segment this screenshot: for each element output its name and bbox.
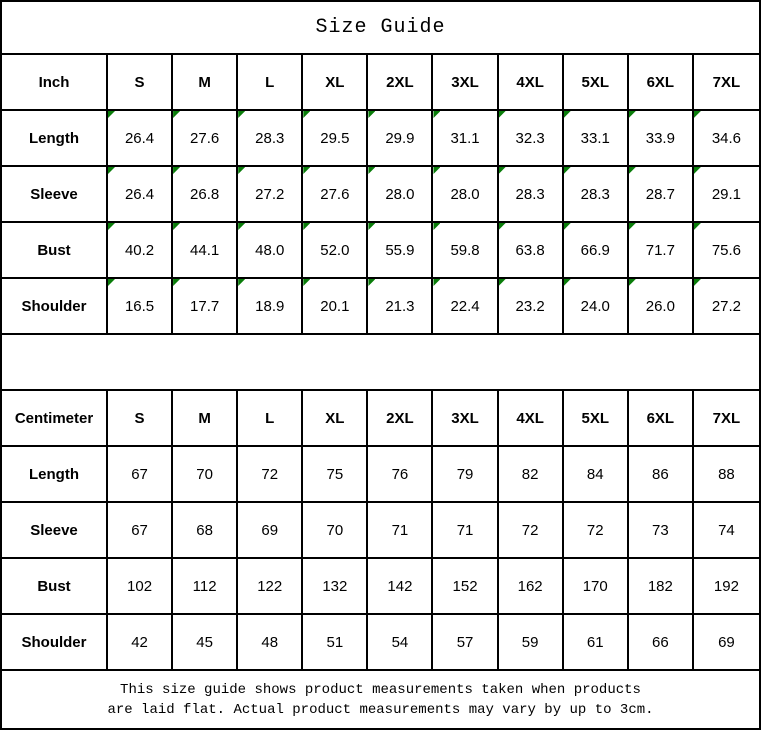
- row-label-cell: Sleeve: [2, 503, 108, 559]
- value-cell: 18.9: [238, 279, 303, 335]
- text-marker-icon: [499, 223, 506, 230]
- size-header-cell: 3XL: [433, 391, 498, 447]
- value-cell: 122: [238, 559, 303, 615]
- value-cell: 86: [629, 447, 694, 503]
- value-cell: 79: [433, 447, 498, 503]
- text-marker-icon: [433, 223, 440, 230]
- text-marker-icon: [433, 111, 440, 118]
- size-header-cell: XL: [303, 391, 368, 447]
- value-cell: 29.9: [368, 111, 433, 167]
- size-header-cell: 2XL: [368, 55, 433, 111]
- text-marker-icon: [433, 167, 440, 174]
- text-marker-icon: [368, 279, 375, 286]
- value-cell: 84: [564, 447, 629, 503]
- page-title: Size Guide: [2, 2, 759, 55]
- value-cell: 70: [303, 503, 368, 559]
- value-cell: 192: [694, 559, 759, 615]
- text-marker-icon: [173, 167, 180, 174]
- text-marker-icon: [694, 223, 701, 230]
- size-header-cell: 6XL: [629, 391, 694, 447]
- size-header-cell: 7XL: [694, 55, 759, 111]
- value-cell: 27.6: [303, 167, 368, 223]
- value-cell: 70: [173, 447, 238, 503]
- value-cell: 82: [499, 447, 564, 503]
- value-cell: 45: [173, 615, 238, 671]
- unit-header-cell: Centimeter: [2, 391, 108, 447]
- text-marker-icon: [629, 111, 636, 118]
- value-cell: 31.1: [433, 111, 498, 167]
- size-header-cell: 5XL: [564, 391, 629, 447]
- text-marker-icon: [499, 167, 506, 174]
- value-cell: 72: [499, 503, 564, 559]
- value-cell: 28.0: [433, 167, 498, 223]
- value-cell: 132: [303, 559, 368, 615]
- text-marker-icon: [564, 111, 571, 118]
- row-label-cell: Sleeve: [2, 167, 108, 223]
- text-marker-icon: [238, 279, 245, 286]
- value-cell: 112: [173, 559, 238, 615]
- unit-header-cell: Inch: [2, 55, 108, 111]
- value-cell: 26.0: [629, 279, 694, 335]
- value-cell: 29.5: [303, 111, 368, 167]
- value-cell: 32.3: [499, 111, 564, 167]
- text-marker-icon: [303, 279, 310, 286]
- value-cell: 17.7: [173, 279, 238, 335]
- value-cell: 68: [173, 503, 238, 559]
- value-cell: 142: [368, 559, 433, 615]
- size-header-cell: L: [238, 55, 303, 111]
- value-cell: 61: [564, 615, 629, 671]
- text-marker-icon: [433, 279, 440, 286]
- value-cell: 26.4: [108, 167, 173, 223]
- size-header-cell: M: [173, 55, 238, 111]
- text-marker-icon: [629, 167, 636, 174]
- value-cell: 170: [564, 559, 629, 615]
- value-cell: 52.0: [303, 223, 368, 279]
- text-marker-icon: [499, 279, 506, 286]
- value-cell: 55.9: [368, 223, 433, 279]
- spacer-row: [2, 335, 759, 391]
- value-cell: 73: [629, 503, 694, 559]
- value-cell: 44.1: [173, 223, 238, 279]
- text-marker-icon: [368, 111, 375, 118]
- value-cell: 28.3: [564, 167, 629, 223]
- text-marker-icon: [238, 223, 245, 230]
- value-cell: 28.0: [368, 167, 433, 223]
- value-cell: 152: [433, 559, 498, 615]
- value-cell: 23.2: [499, 279, 564, 335]
- value-cell: 27.2: [694, 279, 759, 335]
- text-marker-icon: [368, 223, 375, 230]
- text-marker-icon: [368, 167, 375, 174]
- text-marker-icon: [173, 279, 180, 286]
- value-cell: 162: [499, 559, 564, 615]
- text-marker-icon: [238, 111, 245, 118]
- text-marker-icon: [564, 167, 571, 174]
- value-cell: 72: [564, 503, 629, 559]
- value-cell: 21.3: [368, 279, 433, 335]
- value-cell: 71.7: [629, 223, 694, 279]
- value-cell: 26.4: [108, 111, 173, 167]
- text-marker-icon: [499, 111, 506, 118]
- value-cell: 66: [629, 615, 694, 671]
- value-cell: 71: [433, 503, 498, 559]
- value-cell: 75.6: [694, 223, 759, 279]
- value-cell: 40.2: [108, 223, 173, 279]
- text-marker-icon: [108, 279, 115, 286]
- value-cell: 34.6: [694, 111, 759, 167]
- value-cell: 27.2: [238, 167, 303, 223]
- row-label-cell: Bust: [2, 559, 108, 615]
- text-marker-icon: [694, 279, 701, 286]
- text-marker-icon: [629, 279, 636, 286]
- value-cell: 16.5: [108, 279, 173, 335]
- value-cell: 75: [303, 447, 368, 503]
- value-cell: 182: [629, 559, 694, 615]
- text-marker-icon: [564, 223, 571, 230]
- value-cell: 59.8: [433, 223, 498, 279]
- value-cell: 57: [433, 615, 498, 671]
- text-marker-icon: [303, 223, 310, 230]
- value-cell: 59: [499, 615, 564, 671]
- value-cell: 54: [368, 615, 433, 671]
- value-cell: 24.0: [564, 279, 629, 335]
- text-marker-icon: [564, 279, 571, 286]
- value-cell: 33.1: [564, 111, 629, 167]
- value-cell: 42: [108, 615, 173, 671]
- row-label-cell: Length: [2, 111, 108, 167]
- value-cell: 67: [108, 447, 173, 503]
- text-marker-icon: [238, 167, 245, 174]
- text-marker-icon: [173, 223, 180, 230]
- size-header-cell: 2XL: [368, 391, 433, 447]
- text-marker-icon: [303, 111, 310, 118]
- text-marker-icon: [108, 223, 115, 230]
- value-cell: 66.9: [564, 223, 629, 279]
- value-cell: 48.0: [238, 223, 303, 279]
- value-cell: 28.7: [629, 167, 694, 223]
- size-header-cell: 6XL: [629, 55, 694, 111]
- value-cell: 63.8: [499, 223, 564, 279]
- value-cell: 74: [694, 503, 759, 559]
- footer-note: [2, 671, 759, 728]
- size-header-cell: 4XL: [499, 391, 564, 447]
- size-header-cell: 3XL: [433, 55, 498, 111]
- value-cell: 102: [108, 559, 173, 615]
- value-cell: 69: [694, 615, 759, 671]
- size-header-cell: 7XL: [694, 391, 759, 447]
- footer-line-1: This size guide shows product measurements taken when products: [120, 681, 641, 698]
- row-label-cell: Shoulder: [2, 615, 108, 671]
- row-label-cell: Bust: [2, 223, 108, 279]
- value-cell: 71: [368, 503, 433, 559]
- text-marker-icon: [303, 167, 310, 174]
- value-cell: 28.3: [238, 111, 303, 167]
- text-marker-icon: [173, 111, 180, 118]
- value-cell: 48: [238, 615, 303, 671]
- value-cell: 67: [108, 503, 173, 559]
- value-cell: 29.1: [694, 167, 759, 223]
- text-marker-icon: [108, 167, 115, 174]
- value-cell: 27.6: [173, 111, 238, 167]
- footer-line-2: are laid flat. Actual product measurements may vary by up to 3cm.: [107, 701, 654, 718]
- text-marker-icon: [694, 111, 701, 118]
- size-header-cell: L: [238, 391, 303, 447]
- value-cell: 22.4: [433, 279, 498, 335]
- value-cell: 20.1: [303, 279, 368, 335]
- value-cell: 88: [694, 447, 759, 503]
- text-marker-icon: [108, 111, 115, 118]
- text-marker-icon: [629, 223, 636, 230]
- size-header-cell: XL: [303, 55, 368, 111]
- value-cell: 28.3: [499, 167, 564, 223]
- value-cell: 72: [238, 447, 303, 503]
- value-cell: 69: [238, 503, 303, 559]
- row-label-cell: Shoulder: [2, 279, 108, 335]
- value-cell: 51: [303, 615, 368, 671]
- size-header-cell: 4XL: [499, 55, 564, 111]
- text-marker-icon: [694, 167, 701, 174]
- value-cell: 76: [368, 447, 433, 503]
- size-header-cell: 5XL: [564, 55, 629, 111]
- size-header-cell: S: [108, 55, 173, 111]
- size-header-cell: M: [173, 391, 238, 447]
- value-cell: 26.8: [173, 167, 238, 223]
- size-header-cell: S: [108, 391, 173, 447]
- row-label-cell: Length: [2, 447, 108, 503]
- value-cell: 33.9: [629, 111, 694, 167]
